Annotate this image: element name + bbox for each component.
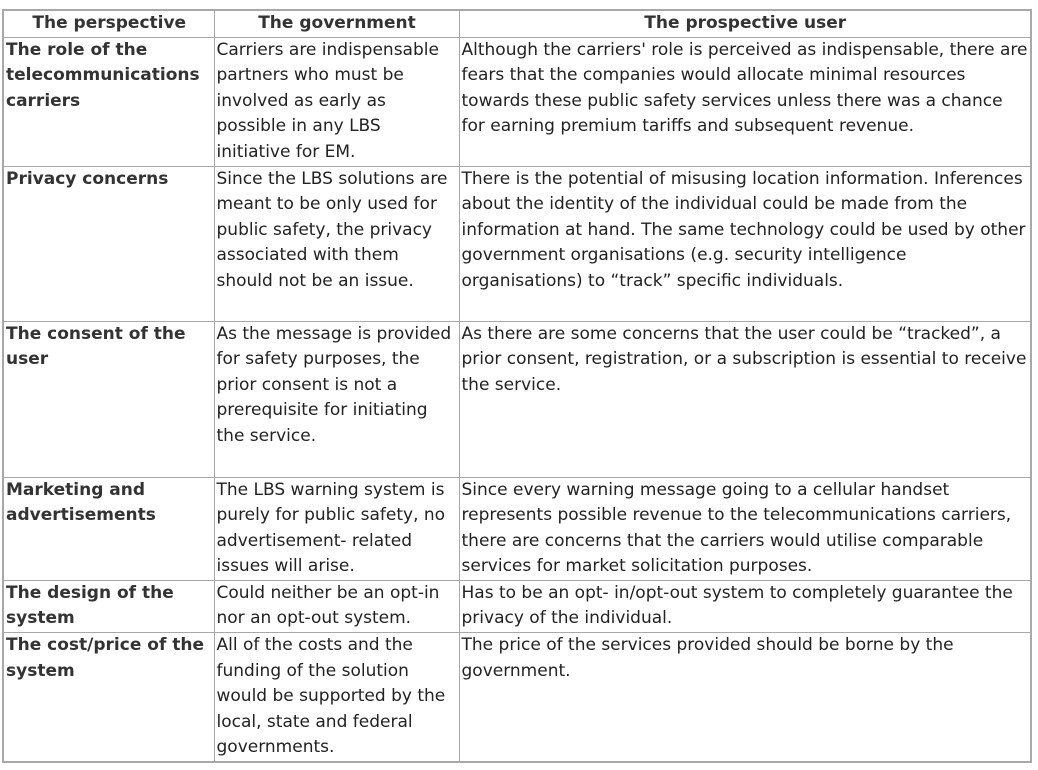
- row-government-cell: The LBS warning system is purely for public safety, no advertisement- related issues will arise.: [214, 477, 459, 580]
- row-perspective-cell: Privacy concerns: [3, 166, 214, 321]
- table-row: [3, 321, 1031, 477]
- table-row: [3, 166, 1031, 321]
- row-perspective-cell: Marketing and advertisements: [3, 477, 214, 580]
- table-header-row: [3, 10, 1031, 37]
- table-row: [3, 633, 1031, 762]
- row-user-cell: As there are some concerns that the user could be “tracked”, a prior consent, registration, or a subscription is essential to receive the service.: [459, 321, 1031, 477]
- comparison-table-container: [2, 9, 1030, 763]
- table-row: [3, 477, 1031, 580]
- row-user-cell: Although the carriers' role is perceived as indispensable, there are fears that the companies would allocate minimal resources towards these public safety services unless there was a chance for earning premium tariffs and subsequent revenue.: [459, 37, 1031, 166]
- row-user-cell: Since every warning message going to a cellular handset represents possible revenue to the telecommunications carriers, there are concerns that the carriers would utilise comparable services for market solicitation purposes.: [459, 477, 1031, 580]
- row-user-cell: Has to be an opt- in/opt-out system to completely guarantee the privacy of the individual.: [459, 580, 1031, 632]
- row-perspective-cell: The consent of the user: [3, 321, 214, 477]
- row-perspective-cell: The role of the telecommunications carriers: [3, 37, 214, 166]
- row-perspective-cell: The design of the system: [3, 580, 214, 632]
- perspectives-comparison-table: [2, 9, 1032, 763]
- row-government-cell: As the message is provided for safety purposes, the prior consent is not a prerequisite for initiating the service.: [214, 321, 459, 477]
- header-prospective-user: The prospective user: [459, 10, 1031, 37]
- row-government-cell: Carriers are indispensable partners who must be involved as early as possible in any LBS initiative for EM.: [214, 37, 459, 166]
- header-perspective: The perspective: [3, 10, 214, 37]
- row-government-cell: Could neither be an opt-in nor an opt-out system.: [214, 580, 459, 632]
- row-government-cell: Since the LBS solutions are meant to be only used for public safety, the privacy associated with them should not be an issue.: [214, 166, 459, 321]
- row-perspective-cell: The cost/price of the system: [3, 633, 214, 762]
- header-government: The government: [214, 10, 459, 37]
- row-user-cell: There is the potential of misusing location information. Inferences about the identity of the individual could be made from the information at hand. The same technology could be used by other government organisations (e.g. security intelligence organisations) to “track” specific individuals.: [459, 166, 1031, 321]
- table-row: [3, 580, 1031, 632]
- row-user-cell: The price of the services provided should be borne by the government.: [459, 633, 1031, 762]
- table-row: [3, 37, 1031, 166]
- row-government-cell: All of the costs and the funding of the solution would be supported by the local, state and federal governments.: [214, 633, 459, 762]
